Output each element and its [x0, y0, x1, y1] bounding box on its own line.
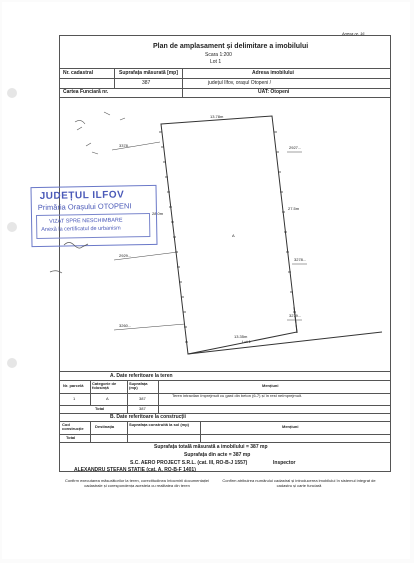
total-value: 387 — [139, 406, 146, 411]
parcel-mention: Teren intravilan împrejmuit cu gard din beton (6-7) și în rest neîmprejmuit. — [172, 393, 303, 398]
annex-label: Anexa nr. 16 — [342, 31, 365, 36]
dimension-label: 13.35m — [234, 334, 248, 339]
executor-company: S.C. AERO PROJECT S.R.L. (cat. III, RO-B-J 1557) — [130, 460, 248, 466]
stamp-title: JUDEȚUL ILFOV — [39, 189, 125, 202]
point-label: 2929... — [119, 253, 132, 258]
col-mentions: Mențiuni — [262, 383, 279, 388]
col-measured-area: Suprafața măsurată [mp] — [119, 70, 178, 76]
col-parcel: Nr. parcelă — [63, 383, 84, 388]
lot-label-plot: Lot 1 — [242, 339, 251, 344]
uat-label: UAT: Otopeni — [258, 89, 290, 95]
total-measured-area: Suprafața totală măsurată a imobilului = 387 mp — [154, 444, 268, 450]
col-address: Adresa imobilului — [252, 70, 294, 76]
col-destination: Destinația — [95, 424, 115, 429]
dimension-label: 28.0m — [152, 211, 164, 216]
col-construction-code: Cod construcție — [62, 422, 84, 431]
address-value: județul Ilfov, orașul Otopeni / — [208, 80, 271, 86]
stamp-line: VIZAT SPRE NESCHIMBARE — [49, 217, 123, 225]
total-label-b: Total — [66, 435, 76, 440]
section-b-title: B. Date referitoare la construcții — [110, 414, 186, 420]
area-from-deeds: Suprafața din acte = 387 mp — [184, 452, 251, 458]
point-label: 3278... — [294, 257, 307, 262]
parcel-category: A — [106, 396, 109, 401]
page-title: Plan de amplasament și delimitare a imobilului — [153, 43, 309, 50]
dimension-label: 27.5m — [288, 206, 300, 211]
point-label: 2927... — [289, 145, 302, 150]
col-built-area: Suprafața construită la sol (mp) — [129, 422, 190, 427]
col-category: Categorie de folosință — [92, 381, 117, 390]
section-a-title: A. Date referitoare la teren — [110, 373, 173, 379]
col-cadastral-nr: Nr. cadastral — [63, 70, 94, 76]
stamp-line: Anexă la certificatul de urbanism — [41, 225, 121, 233]
executor-confirmation: Confirm executarea măsurătorilor la teren, corectitudinea întocmirii documentației cadastrale și corespondența acesteia cu realitatea din teren — [64, 478, 210, 489]
point-label: 3378... — [119, 143, 132, 148]
lot-label: Lot 1 — [210, 59, 222, 65]
signature-scribbles — [2, 2, 410, 559]
document-sheet — [2, 2, 410, 559]
col-area: Suprafața (mp) — [129, 381, 148, 390]
inspector-confirmation: Confirm atribuirea numărului cadastral și introducerea imobilului în sistemul integrat de cadastru și carte funciară — [222, 478, 376, 489]
inspector-title: Inspector — [273, 460, 296, 466]
executor-person: ALEXANDRU ȘTEFAN STATIE (cat. A, RO-B-F 1401) — [74, 467, 196, 473]
parcel-center-label: A — [232, 233, 235, 238]
parcel-number: 1 — [73, 396, 76, 401]
total-label: Total — [95, 406, 105, 411]
point-label: 3260... — [119, 323, 132, 328]
carte-funciara-label: Cartea Funciară nr. — [63, 89, 109, 95]
point-label: 3279... — [289, 313, 302, 318]
measured-area-value: 387 — [142, 80, 151, 86]
col-mentions-b: Mențiuni — [282, 424, 299, 429]
dimension-label: 13.78m — [210, 114, 224, 119]
scale-label: Scara 1:200 — [205, 52, 232, 58]
stamp-subtitle: Primăria Orașului OTOPENI — [37, 201, 132, 212]
parcel-area: 387 — [139, 396, 146, 401]
